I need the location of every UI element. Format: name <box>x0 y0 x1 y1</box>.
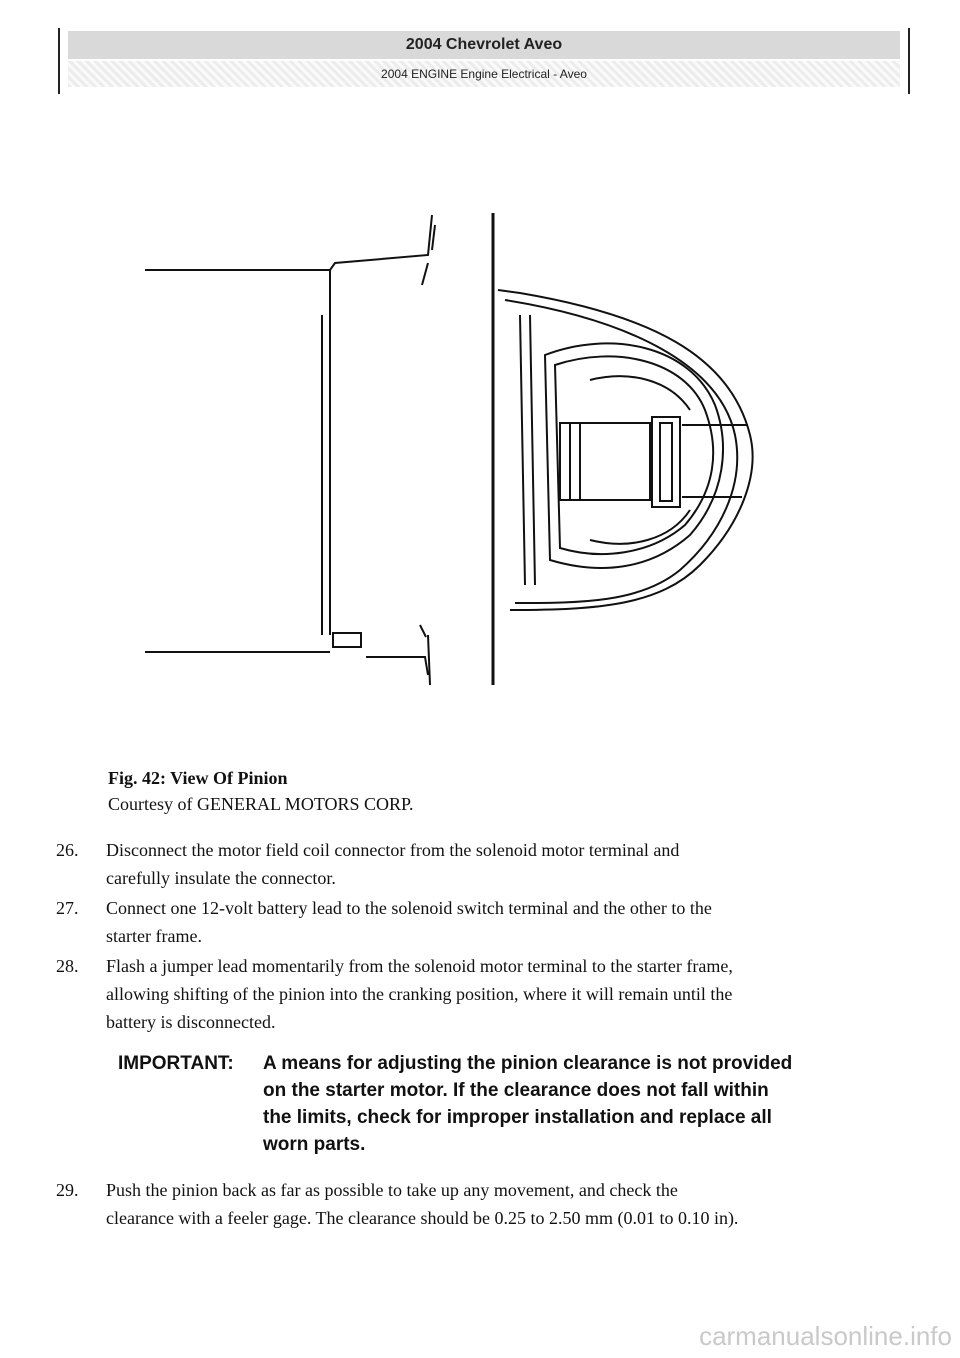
figure-caption <box>108 765 414 817</box>
step-line: Push the pinion back as far as possible to take up any movement, and check the <box>106 1180 678 1200</box>
step-number: 28. <box>56 956 79 976</box>
figure-credit: Courtesy of GENERAL MOTORS CORP. <box>108 794 414 814</box>
step-text <box>106 952 906 1036</box>
document-title: 2004 Chevrolet Aveo <box>68 31 900 59</box>
step-number: 29. <box>56 1180 79 1200</box>
step-line: Flash a jumper lead momentarily from the solenoid motor terminal to the starter frame, <box>106 956 733 976</box>
important-line: the limits, check for improper installation and replace all <box>263 1107 772 1128</box>
important-label: IMPORTANT: <box>118 1053 234 1074</box>
step-line: starter frame. <box>106 926 202 946</box>
document-subtitle: 2004 ENGINE Engine Electrical - Aveo <box>68 61 900 87</box>
important-line: on the starter motor. If the clearance does not fall within <box>263 1080 769 1101</box>
document-header <box>58 28 910 94</box>
step-line: battery is disconnected. <box>106 1012 276 1032</box>
step-text <box>106 836 906 892</box>
important-line: worn parts. <box>263 1134 366 1155</box>
important-line: A means for adjusting the pinion clearance is not provided <box>263 1053 793 1074</box>
figure-title: Fig. 42: View Of Pinion <box>108 768 288 788</box>
step-number: 27. <box>56 898 79 918</box>
important-text <box>263 1050 903 1158</box>
watermark: carmanualsonline.info <box>699 1321 952 1351</box>
step-line: Disconnect the motor field coil connector from the solenoid motor terminal and <box>106 840 680 860</box>
step-text <box>106 1176 906 1232</box>
step-line: allowing shifting of the pinion into the cranking position, where it will remain until the <box>106 984 733 1004</box>
pinion-illustration <box>130 205 770 700</box>
step-number: 26. <box>56 840 79 860</box>
step-line: carefully insulate the connector. <box>106 868 336 888</box>
step-line: clearance with a feeler gage. The clearance should be 0.25 to 2.50 mm (0.01 to 0.10 in). <box>106 1208 739 1228</box>
step-line: Connect one 12-volt battery lead to the solenoid switch terminal and the other to the <box>106 898 712 918</box>
step-text <box>106 894 906 950</box>
